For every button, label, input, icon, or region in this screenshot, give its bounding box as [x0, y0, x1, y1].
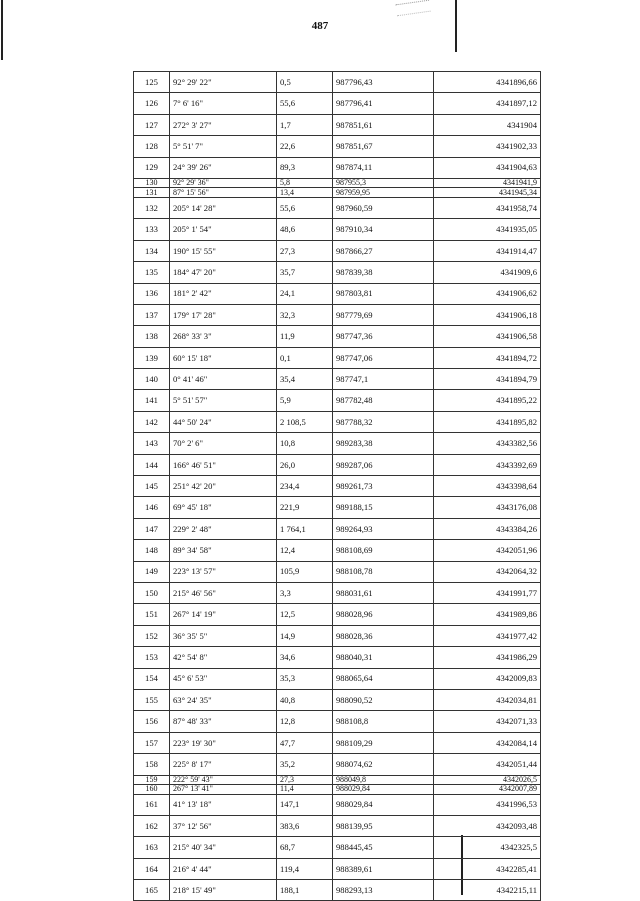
cell-num: 162	[134, 815, 170, 836]
cell-y: 4343176,08	[434, 497, 541, 518]
cell-dist: 35,7	[277, 262, 333, 283]
cell-num: 160	[134, 785, 170, 795]
cell-x: 988028,96	[333, 604, 434, 625]
cell-x: 987866,27	[333, 240, 434, 261]
cell-ang: 5° 51' 7"	[170, 136, 277, 157]
table-row	[134, 837, 541, 858]
cell-x: 988049,8	[333, 775, 434, 785]
cell-ang: 92° 29' 22"	[170, 72, 277, 93]
cell-dist: 35,4	[277, 369, 333, 390]
cell-ang: 222° 59' 43"	[170, 775, 277, 785]
cell-num: 128	[134, 136, 170, 157]
cell-x: 987874,11	[333, 157, 434, 178]
cell-num: 134	[134, 240, 170, 261]
cell-num: 151	[134, 604, 170, 625]
cell-num: 143	[134, 433, 170, 454]
cell-dist: 26,0	[277, 454, 333, 475]
cell-num: 159	[134, 775, 170, 785]
table-row	[134, 668, 541, 689]
cell-ang: 205° 14' 28"	[170, 197, 277, 218]
cell-y: 4341935,05	[434, 219, 541, 240]
cell-y: 4341895,22	[434, 390, 541, 411]
cell-dist: 34,6	[277, 647, 333, 668]
cell-x: 987839,38	[333, 262, 434, 283]
cell-dist: 27,3	[277, 240, 333, 261]
table-row	[134, 411, 541, 432]
cell-x: 987788,32	[333, 411, 434, 432]
cell-y: 4342064,32	[434, 561, 541, 582]
cell-dist: 147,1	[277, 794, 333, 815]
table-row	[134, 689, 541, 710]
cell-ang: 89° 34' 58"	[170, 540, 277, 561]
cell-dist: 40,8	[277, 689, 333, 710]
cell-dist: 221,9	[277, 497, 333, 518]
cell-num: 142	[134, 411, 170, 432]
table-row	[134, 454, 541, 475]
cell-y: 4343392,69	[434, 454, 541, 475]
coordinates-table	[133, 71, 541, 901]
cell-x: 988108,69	[333, 540, 434, 561]
table-row	[134, 754, 541, 775]
cell-num: 127	[134, 114, 170, 135]
cell-ang: 215° 40' 34"	[170, 837, 277, 858]
table-row	[134, 240, 541, 261]
cell-x: 988109,29	[333, 732, 434, 753]
cell-num: 153	[134, 647, 170, 668]
cell-ang: 60° 15' 18"	[170, 347, 277, 368]
cell-dist: 55,6	[277, 197, 333, 218]
cell-num: 126	[134, 93, 170, 114]
table-row	[134, 794, 541, 815]
cell-x: 987851,61	[333, 114, 434, 135]
cell-ang: 166° 46' 51"	[170, 454, 277, 475]
table-row	[134, 114, 541, 135]
cell-x: 988040,31	[333, 647, 434, 668]
cell-x: 988074,62	[333, 754, 434, 775]
cell-y: 4342007,89	[434, 785, 541, 795]
table-row	[134, 880, 541, 901]
cell-num: 149	[134, 561, 170, 582]
cell-x: 988028,36	[333, 625, 434, 646]
table-row	[134, 775, 541, 785]
cell-dist: 68,7	[277, 837, 333, 858]
table-row	[134, 625, 541, 646]
table-row	[134, 157, 541, 178]
cell-x: 988445,45	[333, 837, 434, 858]
table-row	[134, 711, 541, 732]
cell-dist: 32,3	[277, 304, 333, 325]
cell-num: 138	[134, 326, 170, 347]
cell-num: 144	[134, 454, 170, 475]
cell-y: 4341945,34	[434, 188, 541, 198]
cell-dist: 55,6	[277, 93, 333, 114]
cell-x: 988090,52	[333, 689, 434, 710]
cell-ang: 45° 6' 53"	[170, 668, 277, 689]
cell-ang: 70° 2' 6"	[170, 433, 277, 454]
cell-ang: 92° 29' 36"	[170, 178, 277, 188]
cell-dist: 12,5	[277, 604, 333, 625]
table-row	[134, 326, 541, 347]
cell-x: 987782,48	[333, 390, 434, 411]
cell-x: 987960,59	[333, 197, 434, 218]
cell-y: 4341895,82	[434, 411, 541, 432]
table-row	[134, 785, 541, 795]
cell-dist: 0,1	[277, 347, 333, 368]
cell-y: 4341906,18	[434, 304, 541, 325]
cell-num: 146	[134, 497, 170, 518]
cell-ang: 7° 6' 16"	[170, 93, 277, 114]
cell-y: 4341989,86	[434, 604, 541, 625]
cell-num: 158	[134, 754, 170, 775]
cell-y: 4342093,48	[434, 815, 541, 836]
table-row	[134, 433, 541, 454]
table-row	[134, 582, 541, 603]
cell-y: 4342285,41	[434, 858, 541, 879]
cell-x: 989283,38	[333, 433, 434, 454]
cell-y: 4341941,9	[434, 178, 541, 188]
table-row	[134, 136, 541, 157]
cell-y: 4341958,74	[434, 197, 541, 218]
table-row	[134, 540, 541, 561]
cell-ang: 184° 47' 20"	[170, 262, 277, 283]
table-row	[134, 304, 541, 325]
table-row	[134, 262, 541, 283]
cell-x: 987796,41	[333, 93, 434, 114]
cell-num: 156	[134, 711, 170, 732]
cell-dist: 5,9	[277, 390, 333, 411]
cell-dist: 48,6	[277, 219, 333, 240]
cell-x: 987851,67	[333, 136, 434, 157]
table-row	[134, 815, 541, 836]
cell-num: 137	[134, 304, 170, 325]
cell-x: 988029,84	[333, 794, 434, 815]
cell-ang: 267° 14' 19"	[170, 604, 277, 625]
cell-num: 135	[134, 262, 170, 283]
cell-y: 4342034,81	[434, 689, 541, 710]
cell-num: 132	[134, 197, 170, 218]
cell-ang: 87° 48' 33"	[170, 711, 277, 732]
cell-x: 987796,43	[333, 72, 434, 93]
cell-x: 989261,73	[333, 476, 434, 497]
cell-num: 161	[134, 794, 170, 815]
cell-num: 140	[134, 369, 170, 390]
cell-ang: 41° 13' 18"	[170, 794, 277, 815]
scan-mark	[395, 0, 430, 16]
cell-ang: 216° 4' 44"	[170, 858, 277, 879]
cell-dist: 89,3	[277, 157, 333, 178]
table-row	[134, 518, 541, 539]
cell-dist: 2 108,5	[277, 411, 333, 432]
cell-dist: 14,9	[277, 625, 333, 646]
cell-num: 154	[134, 668, 170, 689]
table-row	[134, 390, 541, 411]
cell-x: 987747,36	[333, 326, 434, 347]
cell-num: 152	[134, 625, 170, 646]
cell-x: 988389,61	[333, 858, 434, 879]
cell-dist: 35,3	[277, 668, 333, 689]
cell-y: 4341894,79	[434, 369, 541, 390]
cell-dist: 105,9	[277, 561, 333, 582]
cell-num: 148	[134, 540, 170, 561]
table-row	[134, 647, 541, 668]
cell-y: 4341904,63	[434, 157, 541, 178]
page-number: 487	[311, 20, 329, 32]
table-row	[134, 347, 541, 368]
cell-ang: 24° 39' 26"	[170, 157, 277, 178]
cell-y: 4341977,42	[434, 625, 541, 646]
cell-ang: 63° 24' 35"	[170, 689, 277, 710]
cell-num: 150	[134, 582, 170, 603]
cell-num: 141	[134, 390, 170, 411]
cell-ang: 69° 45' 18"	[170, 497, 277, 518]
cell-ang: 36° 35' 5"	[170, 625, 277, 646]
cell-y: 4341896,66	[434, 72, 541, 93]
cell-num: 133	[134, 219, 170, 240]
cell-y: 4342051,96	[434, 540, 541, 561]
cell-ang: 223° 19' 30"	[170, 732, 277, 753]
cell-x: 988029,84	[333, 785, 434, 795]
cell-dist: 11,4	[277, 785, 333, 795]
cell-ang: 44° 50' 24"	[170, 411, 277, 432]
cell-x: 988108,8	[333, 711, 434, 732]
cell-dist: 35,2	[277, 754, 333, 775]
table-row	[134, 72, 541, 93]
cell-num: 129	[134, 157, 170, 178]
cell-dist: 47,7	[277, 732, 333, 753]
cell-ang: 179° 17' 28"	[170, 304, 277, 325]
cell-dist: 10,8	[277, 433, 333, 454]
cell-ang: 87° 15' 56"	[170, 188, 277, 198]
table-row	[134, 283, 541, 304]
cell-dist: 1 764,1	[277, 518, 333, 539]
cell-dist: 1,7	[277, 114, 333, 135]
cell-ang: 205° 1' 54"	[170, 219, 277, 240]
cell-x: 987955,3	[333, 178, 434, 188]
cell-dist: 12,8	[277, 711, 333, 732]
table-row	[134, 93, 541, 114]
cell-ang: 223° 13' 57"	[170, 561, 277, 582]
margin-line-left	[1, 0, 3, 60]
table-row	[134, 476, 541, 497]
cell-x: 988139,95	[333, 815, 434, 836]
cell-num: 157	[134, 732, 170, 753]
cell-y: 4342084,14	[434, 732, 541, 753]
table-row	[134, 604, 541, 625]
cell-y: 4341986,29	[434, 647, 541, 668]
cell-ang: 5° 51' 57"	[170, 390, 277, 411]
cell-ang: 37° 12' 56"	[170, 815, 277, 836]
cell-dist: 0,5	[277, 72, 333, 93]
cell-dist: 13,4	[277, 188, 333, 198]
cell-x: 989287,06	[333, 454, 434, 475]
cell-ang: 229° 2' 48"	[170, 518, 277, 539]
cell-y: 4342009,83	[434, 668, 541, 689]
cell-x: 987959,95	[333, 188, 434, 198]
cell-x: 989188,15	[333, 497, 434, 518]
table-row	[134, 219, 541, 240]
cell-y: 4341897,12	[434, 93, 541, 114]
cell-y: 4341909,6	[434, 262, 541, 283]
cell-ang: 218° 15' 49"	[170, 880, 277, 901]
cell-dist: 24,1	[277, 283, 333, 304]
cell-x: 989264,93	[333, 518, 434, 539]
cell-y: 4343384,26	[434, 518, 541, 539]
cell-num: 131	[134, 188, 170, 198]
cell-y: 4341996,53	[434, 794, 541, 815]
cell-ang: 225° 8' 17"	[170, 754, 277, 775]
table-row	[134, 561, 541, 582]
cell-ang: 190° 15' 55"	[170, 240, 277, 261]
cell-dist: 11,9	[277, 326, 333, 347]
cell-y: 4341904	[434, 114, 541, 135]
cell-num: 130	[134, 178, 170, 188]
table-row	[134, 497, 541, 518]
table-row	[134, 369, 541, 390]
cell-y: 4341991,77	[434, 582, 541, 603]
cell-dist: 188,1	[277, 880, 333, 901]
cell-dist: 383,6	[277, 815, 333, 836]
cell-num: 163	[134, 837, 170, 858]
cell-dist: 27,3	[277, 775, 333, 785]
cell-num: 136	[134, 283, 170, 304]
cell-x: 987803,81	[333, 283, 434, 304]
coordinates-table-body	[134, 72, 541, 901]
cell-x: 987747,06	[333, 347, 434, 368]
cell-num: 165	[134, 880, 170, 901]
cell-y: 4341906,62	[434, 283, 541, 304]
cell-ang: 181° 2' 42"	[170, 283, 277, 304]
cell-ang: 42° 54' 8"	[170, 647, 277, 668]
cell-x: 987747,1	[333, 369, 434, 390]
cell-dist: 3,3	[277, 582, 333, 603]
cell-y: 4342215,11	[434, 880, 541, 901]
cell-ang: 268° 33' 3"	[170, 326, 277, 347]
cell-y: 4341906,58	[434, 326, 541, 347]
cell-y: 4343398,64	[434, 476, 541, 497]
cell-num: 147	[134, 518, 170, 539]
cell-num: 139	[134, 347, 170, 368]
margin-line-top	[455, 0, 457, 52]
table-row	[134, 188, 541, 198]
cell-ang: 267° 13' 41"	[170, 785, 277, 795]
cell-y: 4342071,33	[434, 711, 541, 732]
cell-num: 155	[134, 689, 170, 710]
cell-y: 4341894,72	[434, 347, 541, 368]
cell-ang: 0° 41' 46"	[170, 369, 277, 390]
cell-dist: 12,4	[277, 540, 333, 561]
cell-dist: 119,4	[277, 858, 333, 879]
cell-y: 4341914,47	[434, 240, 541, 261]
cell-y: 4342051,44	[434, 754, 541, 775]
cell-y: 4341902,33	[434, 136, 541, 157]
cell-dist: 5,8	[277, 178, 333, 188]
table-row	[134, 858, 541, 879]
cell-num: 164	[134, 858, 170, 879]
cell-dist: 234,4	[277, 476, 333, 497]
cell-x: 987779,69	[333, 304, 434, 325]
cell-y: 4343382,56	[434, 433, 541, 454]
cell-x: 987910,34	[333, 219, 434, 240]
cell-x: 988108,78	[333, 561, 434, 582]
cell-ang: 251° 42' 20"	[170, 476, 277, 497]
cell-num: 125	[134, 72, 170, 93]
table-row	[134, 732, 541, 753]
cell-y: 4342325,5	[434, 837, 541, 858]
table-row	[134, 197, 541, 218]
table-row	[134, 178, 541, 188]
cell-num: 145	[134, 476, 170, 497]
cell-x: 988293,13	[333, 880, 434, 901]
cell-ang: 272° 3' 27"	[170, 114, 277, 135]
cell-x: 988065,64	[333, 668, 434, 689]
cell-x: 988031,61	[333, 582, 434, 603]
cell-y: 4342026,5	[434, 775, 541, 785]
cell-dist: 22,6	[277, 136, 333, 157]
cell-ang: 215° 46' 56"	[170, 582, 277, 603]
